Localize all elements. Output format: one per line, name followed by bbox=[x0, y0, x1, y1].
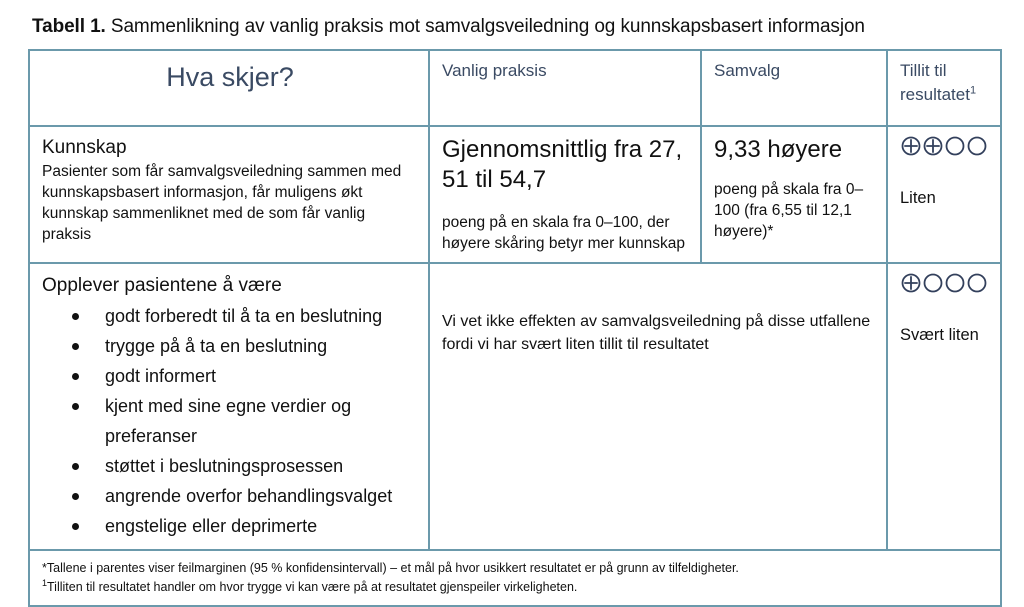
list-item: godt informert bbox=[70, 361, 418, 391]
outcome-cell-experience bbox=[29, 263, 429, 550]
list-item: angrende overfor behandlingsvalget bbox=[70, 481, 418, 511]
outcome-description: Pasienter som får samvalgsveiledning sammen med kunnskapsbasert informasjon, får muligens økt kunnskap sammenliknet med de som får vanlig praksis bbox=[42, 163, 402, 243]
grade-circles-knowledge bbox=[900, 135, 990, 157]
header-label-certainty bbox=[900, 59, 990, 107]
outcome-cell-knowledge bbox=[29, 126, 429, 263]
circle-filled-icon bbox=[900, 272, 922, 294]
list-item: støttet i beslutningsprosessen bbox=[70, 451, 418, 481]
outcome-title: Opplever pasientene å være bbox=[42, 275, 282, 296]
circle-filled-icon bbox=[900, 135, 922, 157]
comparison-table bbox=[28, 49, 1002, 607]
table-caption bbox=[32, 14, 1002, 40]
header-cell-what-happens bbox=[29, 50, 429, 126]
certainty-label: Svært liten bbox=[900, 326, 979, 344]
certainty-label: Liten bbox=[900, 189, 936, 207]
header-label-usual-care: Vanlig praksis bbox=[442, 61, 547, 80]
outcome-bullet-list bbox=[42, 301, 418, 541]
footnote-one-marker: 1 bbox=[42, 577, 48, 588]
header-label-shared-decision: Samvalg bbox=[714, 61, 781, 80]
caption-text: Sammenlikning av vanlig praksis mot samvalgsveiledning og kunnskapsbasert informasjon bbox=[105, 16, 865, 37]
usual-care-cell-knowledge bbox=[429, 126, 701, 263]
shared-decision-cell-knowledge bbox=[701, 126, 887, 263]
circle-empty-icon bbox=[922, 272, 944, 294]
shared-decision-value: 9,33 høyere bbox=[714, 136, 843, 163]
header-cell-usual-care bbox=[429, 50, 701, 126]
circle-empty-icon bbox=[944, 272, 966, 294]
header-cell-certainty bbox=[887, 50, 1001, 126]
shared-decision-unit-note: poeng på skala fra 0–100 (fra 6,55 til 12,1 høyere)* bbox=[714, 181, 864, 240]
footnote-asterisk: *Tallene i parentes viser feilmarginen (95 % konfidensintervall) – et mål på hvor usikkert resultatet er på grunn av tilfeldigheter. bbox=[42, 561, 739, 575]
table-header-row bbox=[29, 50, 1001, 126]
footnote-one-text: Tilliten til resultatet handler om hvor trygge vi kan være på at resultatet gjenspeiler virkeligheten. bbox=[47, 580, 578, 594]
certainty-cell-experience bbox=[887, 263, 1001, 550]
caption-label: Tabell 1. bbox=[32, 16, 106, 37]
table-row bbox=[29, 263, 1001, 550]
outcome-title: Kunnskap bbox=[42, 137, 127, 158]
list-item: trygge på å ta en beslutning bbox=[70, 331, 418, 361]
circle-empty-icon bbox=[966, 135, 988, 157]
table-row bbox=[29, 126, 1001, 263]
merged-result-cell-experience bbox=[429, 263, 887, 550]
merged-result-note: Vi vet ikke effekten av samvalgsveiledning på disse utfallene fordi vi har svært liten tillit til resultatet bbox=[442, 313, 871, 353]
list-item: godt forberedt til å ta en beslutning bbox=[70, 301, 418, 331]
footnote-one bbox=[42, 578, 990, 597]
header-label-what-happens: Hva skjer? bbox=[166, 62, 294, 92]
usual-care-value: Gjennomsnittlig fra 27, 51 til 54,7 bbox=[442, 136, 683, 193]
circle-empty-icon bbox=[966, 272, 988, 294]
header-cell-shared-decision bbox=[701, 50, 887, 126]
usual-care-unit-note: poeng på en skala fra 0–100, der høyere skåring betyr mer kunnskap bbox=[442, 214, 685, 252]
list-item: engstelige eller deprimerte bbox=[70, 511, 418, 541]
circle-empty-icon bbox=[944, 135, 966, 157]
header-certainty-footnote-marker: 1 bbox=[969, 84, 977, 97]
header-label-certainty-text: Tillit til resultatet bbox=[900, 61, 970, 104]
list-item: kjent med sine egne verdier og preferanser bbox=[70, 391, 418, 451]
grade-circles-experience bbox=[900, 272, 990, 294]
certainty-cell-knowledge bbox=[887, 126, 1001, 263]
circle-filled-icon bbox=[922, 135, 944, 157]
